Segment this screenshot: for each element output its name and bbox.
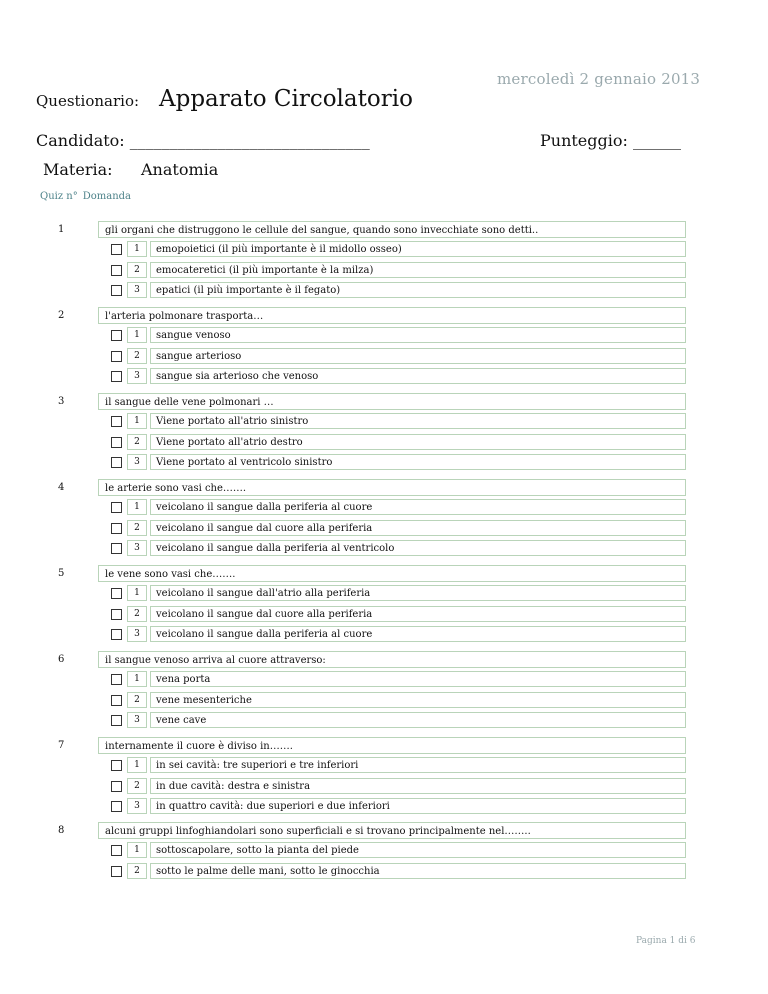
question-number: 1	[58, 224, 65, 235]
page-footer: Pagina 1 di 6	[636, 936, 696, 946]
option-text: veicolano il sangue dall'atrio alla periferia	[150, 585, 686, 601]
answer-checkbox[interactable]	[111, 351, 122, 362]
answer-checkbox[interactable]	[111, 523, 122, 534]
question-text: internamente il cuore è diviso in…….	[98, 737, 686, 754]
question-text: le arterie sono vasi che…….	[98, 479, 686, 496]
answer-checkbox[interactable]	[111, 371, 122, 382]
option-text: sotto le palme delle mani, sotto le ginocchia	[150, 863, 686, 879]
answer-checkbox[interactable]	[111, 437, 122, 448]
answer-checkbox[interactable]	[111, 845, 122, 856]
option-number: 3	[127, 798, 147, 814]
option-number: 2	[127, 606, 147, 622]
question-text: il sangue delle vene polmonari …	[98, 393, 686, 410]
option-text: Viene portato all'atrio sinistro	[150, 413, 686, 429]
answer-checkbox[interactable]	[111, 588, 122, 599]
answer-checkbox[interactable]	[111, 629, 122, 640]
option-number: 3	[127, 712, 147, 728]
answer-checkbox[interactable]	[111, 244, 122, 255]
option-number: 1	[127, 499, 147, 515]
option-number: 3	[127, 282, 147, 298]
option-number: 3	[127, 368, 147, 384]
option-text: vena porta	[150, 671, 686, 687]
answer-checkbox[interactable]	[111, 609, 122, 620]
question-number: 6	[58, 654, 65, 665]
option-text: veicolano il sangue dal cuore alla periferia	[150, 520, 686, 536]
option-number: 1	[127, 585, 147, 601]
answer-checkbox[interactable]	[111, 866, 122, 877]
option-text: in quattro cavità: due superiori e due inferiori	[150, 798, 686, 814]
question-text: gli organi che distruggono le cellule del sangue, quando sono invecchiate sono detti..	[98, 221, 686, 238]
option-text: in due cavità: destra e sinistra	[150, 778, 686, 794]
answer-checkbox[interactable]	[111, 265, 122, 276]
answer-checkbox[interactable]	[111, 416, 122, 427]
candidato-line: Candidato: ______________________________	[36, 131, 370, 150]
option-number: 1	[127, 413, 147, 429]
question-number: 8	[58, 825, 65, 836]
question-number: 7	[58, 740, 65, 751]
question-text: l'arteria polmonare trasporta…	[98, 307, 686, 324]
question-number: 4	[58, 482, 65, 493]
option-number: 1	[127, 842, 147, 858]
answer-checkbox[interactable]	[111, 543, 122, 554]
option-text: sangue venoso	[150, 327, 686, 343]
answer-checkbox[interactable]	[111, 781, 122, 792]
option-number: 3	[127, 626, 147, 642]
answer-checkbox[interactable]	[111, 457, 122, 468]
punteggio-line: Punteggio: ______	[540, 131, 681, 150]
date: mercoledì 2 gennaio 2013	[497, 70, 701, 88]
page-title: Apparato Circolatorio	[159, 86, 413, 112]
option-text: Viene portato all'atrio destro	[150, 434, 686, 450]
question-number: 2	[58, 310, 65, 321]
answer-checkbox[interactable]	[111, 674, 122, 685]
answer-checkbox[interactable]	[111, 695, 122, 706]
option-number: 2	[127, 520, 147, 536]
option-number: 2	[127, 434, 147, 450]
option-text: in sei cavità: tre superiori e tre inferiori	[150, 757, 686, 773]
option-text: emocateretici (il più importante è la milza)	[150, 262, 686, 278]
option-text: sottoscapolare, sotto la pianta del piede	[150, 842, 686, 858]
option-number: 1	[127, 671, 147, 687]
col-quiz: Quiz n°	[40, 191, 78, 202]
answer-checkbox[interactable]	[111, 801, 122, 812]
option-number: 3	[127, 540, 147, 556]
option-number: 1	[127, 327, 147, 343]
option-number: 2	[127, 262, 147, 278]
question-text: il sangue venoso arriva al cuore attraverso:	[98, 651, 686, 668]
option-number: 3	[127, 454, 147, 470]
column-headers	[40, 191, 136, 202]
option-text: Viene portato al ventricolo sinistro	[150, 454, 686, 470]
option-number: 2	[127, 778, 147, 794]
answer-checkbox[interactable]	[111, 760, 122, 771]
option-text: epatici (il più importante è il fegato)	[150, 282, 686, 298]
question-number: 5	[58, 568, 65, 579]
question-text: le vene sono vasi che…….	[98, 565, 686, 582]
answer-checkbox[interactable]	[111, 285, 122, 296]
option-text: vene mesenteriche	[150, 692, 686, 708]
option-number: 2	[127, 692, 147, 708]
col-domanda: Domanda	[82, 191, 132, 202]
option-text: veicolano il sangue dalla periferia al ventricolo	[150, 540, 686, 556]
option-number: 1	[127, 757, 147, 773]
answer-checkbox[interactable]	[111, 330, 122, 341]
question-number: 3	[58, 396, 65, 407]
answer-checkbox[interactable]	[111, 715, 122, 726]
option-text: sangue sia arterioso che venoso	[150, 368, 686, 384]
option-text: emopoietici (il più importante è il midollo osseo)	[150, 241, 686, 257]
option-number: 2	[127, 863, 147, 879]
answer-checkbox[interactable]	[111, 502, 122, 513]
option-text: vene cave	[150, 712, 686, 728]
questionario-label: Questionario:	[36, 92, 140, 110]
option-text: veicolano il sangue dalla periferia al cuore	[150, 626, 686, 642]
option-number: 1	[127, 241, 147, 257]
question-text: alcuni gruppi linfoghiandolari sono superficiali e si trovano principalmente nel……..	[98, 822, 686, 839]
option-text: sangue arterioso	[150, 348, 686, 364]
option-number: 2	[127, 348, 147, 364]
option-text: veicolano il sangue dal cuore alla periferia	[150, 606, 686, 622]
option-text: veicolano il sangue dalla periferia al cuore	[150, 499, 686, 515]
materia-value: Anatomia	[141, 160, 219, 179]
materia-label: Materia:	[43, 160, 113, 179]
